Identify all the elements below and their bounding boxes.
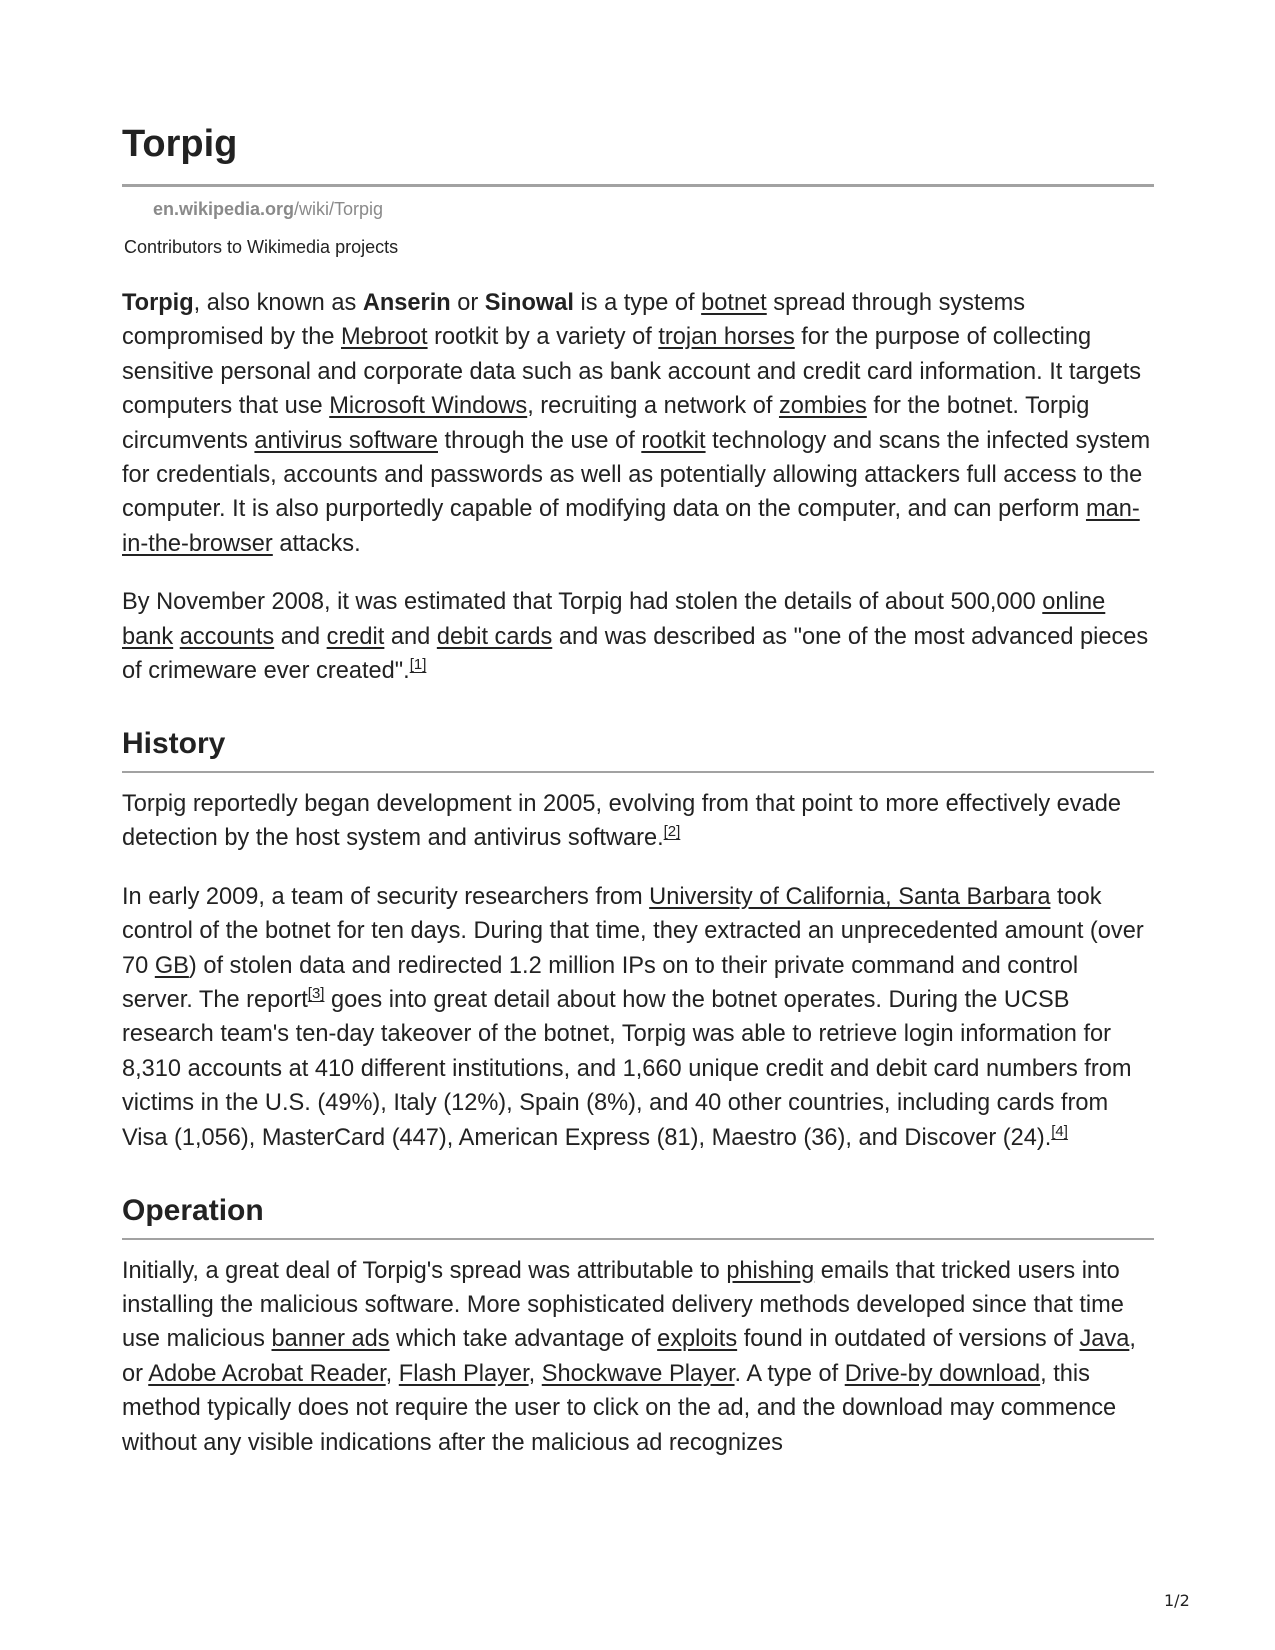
- link-zombies[interactable]: zombies: [778, 393, 867, 420]
- section-divider: [122, 771, 1154, 773]
- source-domain: en.wikipedia.org: [153, 199, 295, 219]
- link-banner-ads[interactable]: banner ads: [271, 1326, 390, 1353]
- text-run: ) of stolen data and redirected 1.2 million IPs on to their private command and control server. The report: [122, 952, 1079, 1013]
- link-exploits[interactable]: exploits: [657, 1326, 738, 1353]
- attribution: Contributors to Wikimedia projects: [124, 237, 399, 257]
- term-torpig: Torpig: [122, 290, 194, 316]
- text-run: attacks.: [272, 530, 361, 557]
- history-paragraph-2: [122, 880, 1154, 1155]
- text-run: or: [450, 290, 485, 316]
- operation-paragraph-1: [122, 1254, 1154, 1460]
- term-sinowal: Sinowal: [484, 290, 574, 316]
- title-divider: [122, 184, 1154, 187]
- text-run: is a type of: [573, 290, 702, 316]
- text-run: ,: [385, 1360, 399, 1387]
- link-online-bank[interactable]: online bank: [122, 589, 1106, 650]
- text-run: rootkit by a variety of: [427, 324, 659, 351]
- section-operation: [122, 1193, 1154, 1460]
- link-rootkit[interactable]: rootkit: [641, 427, 706, 454]
- page-title: Torpig: [122, 123, 238, 165]
- citation-3[interactable]: [3]: [307, 985, 325, 1002]
- term-anserin: Anserin: [362, 290, 451, 316]
- article: [122, 122, 1154, 1460]
- section-history: [122, 726, 1154, 1155]
- section-heading-operation: Operation: [122, 1194, 264, 1228]
- link-mebroot[interactable]: Mebroot: [341, 324, 428, 351]
- text-run: technology and scans the infected system for credentials, accounts and passwords as well as potentially allowing attackers full access to the computer. It is also purportedly capable of modifying data on the computer, and can perform: [122, 427, 1151, 523]
- link-phishing[interactable]: phishing: [726, 1257, 815, 1284]
- link-credit[interactable]: credit: [326, 623, 385, 650]
- text-run: and: [384, 623, 437, 650]
- text-run: Initially, a great deal of Torpig's spread was attributable to: [122, 1257, 727, 1284]
- section-heading-history: History: [122, 727, 226, 761]
- text-run: spread through systems compromised by the: [122, 290, 1026, 351]
- text-run: for the purpose of collecting sensitive personal and corporate data such as bank account and credit card information. It targets computers that use: [122, 324, 1142, 420]
- link-ucsb[interactable]: University of California, Santa Barbara: [649, 883, 1051, 910]
- link-trojan-horses[interactable]: trojan horses: [658, 324, 795, 351]
- text-run: By November 2008, it was estimated that Torpig had stolen the details of about 500,000: [122, 589, 1043, 616]
- text-run: goes into great detail about how the botnet operates. During the UCSB research team's ten-day takeover of the botnet, Torpig was able to retrieve login information for 8,310 accounts at 410 different institutions, and 1,660 unique credit and debit card numbers from victims in the U.S. (49%), Italy (12%), Spain (8%), and 40 other countries, including cards from Visa (1,056), MasterCard (447), American Express (81), Maestro (36), and Discover (24).: [122, 987, 1132, 1151]
- text-run: emails that tricked users into installing the malicious software. More sophisticated delivery methods developed since that time use malicious: [122, 1257, 1124, 1353]
- intro-paragraph-2: [122, 585, 1154, 688]
- text-run: and: [274, 623, 327, 650]
- link-man-in-the-browser[interactable]: man-in-the-browser: [122, 496, 1140, 557]
- text-run: , also known as: [193, 290, 363, 316]
- page-number: 1/2: [1164, 1591, 1190, 1610]
- intro-paragraph-1: [122, 286, 1154, 561]
- citation-2[interactable]: [2]: [663, 823, 681, 841]
- text-run: took control of the botnet for ten days. During that time, they extracted an unprecedented amount (over 70: [122, 883, 1144, 979]
- link-adobe-acrobat-reader[interactable]: Adobe Acrobat Reader: [148, 1360, 386, 1387]
- text-run: , recruiting a network of: [527, 393, 779, 420]
- text-run: which take advantage of: [389, 1326, 658, 1353]
- text-run: Torpig reportedly began development in 2005, evolving from that point to more effectively evade detection by the host system and antivirus software.: [122, 790, 1121, 852]
- text-run: In early 2009, a team of security researchers from: [122, 883, 650, 910]
- text-run: found in outdated of versions of: [737, 1326, 1080, 1353]
- link-debit-cards[interactable]: debit cards: [436, 623, 553, 650]
- history-paragraph-1: [122, 787, 1154, 856]
- text-run: and was described as "one of the most advanced pieces of crimeware ever created".: [122, 623, 1149, 685]
- citation-1[interactable]: [1]: [409, 656, 427, 674]
- text-run: for the botnet. Torpig circumvents: [122, 393, 1090, 454]
- text-run: , or: [122, 1326, 1136, 1387]
- source-path: /wiki/Torpig: [294, 199, 384, 219]
- source-url[interactable]: [153, 197, 1154, 221]
- text-run: through the use of: [438, 427, 642, 454]
- text-run: ,: [528, 1360, 542, 1387]
- link-microsoft-windows[interactable]: Microsoft Windows: [329, 393, 528, 420]
- text-run: , this method typically does not require the user to click on the ad, and the download may commence without any visible indications after the malicious ad recognizes: [122, 1360, 1117, 1456]
- section-divider: [122, 1238, 1154, 1240]
- citation-4[interactable]: [4]: [1051, 1122, 1068, 1140]
- link-flash-player[interactable]: Flash Player: [398, 1360, 529, 1387]
- link-java[interactable]: Java: [1079, 1326, 1130, 1353]
- link-drive-by-download[interactable]: Drive-by download: [844, 1360, 1041, 1387]
- link-antivirus-software[interactable]: antivirus software: [254, 427, 438, 454]
- link-gb[interactable]: GB: [154, 952, 189, 979]
- link-botnet[interactable]: botnet: [701, 290, 767, 316]
- text-run: . A type of: [734, 1360, 845, 1387]
- link-shockwave-player[interactable]: Shockwave Player: [541, 1360, 735, 1387]
- link-accounts[interactable]: accounts: [179, 623, 275, 650]
